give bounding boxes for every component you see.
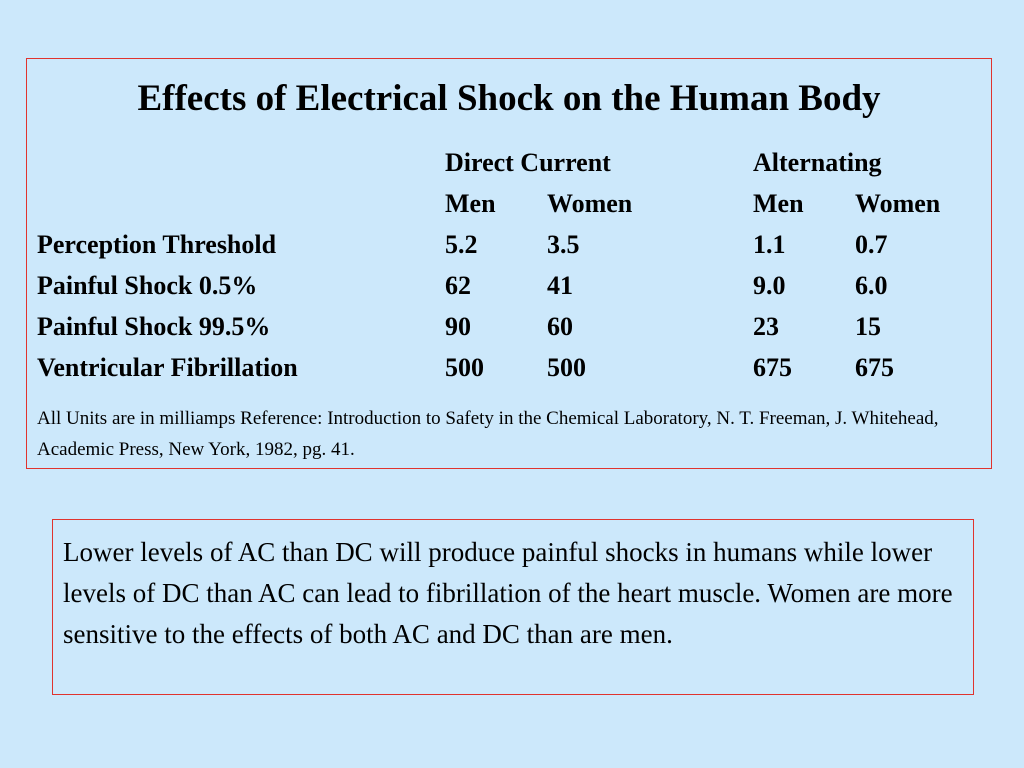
shock-effects-panel — [26, 58, 992, 469]
page-title: Effects of Electrical Shock on the Human Body — [137, 78, 881, 119]
summary-note-panel — [52, 519, 974, 695]
table-cell: 90 — [445, 312, 471, 341]
table-cell: 0.7 — [855, 230, 888, 259]
table-cell: 62 — [445, 271, 471, 300]
row-label-painful-shock-99-5: Painful Shock 99.5% — [37, 312, 271, 341]
footnote-reference: All Units are in milliamps Reference: Introduction to Safety in the Chemical Laboratory, N. T. Freeman, J. Whitehead, Academic Press, New York, 1982, pg. 41. — [37, 408, 939, 460]
header-alternating: Alternating — [753, 148, 882, 177]
table-cell: 500 — [547, 353, 586, 382]
table-cell: 675 — [855, 353, 894, 382]
summary-note-text: Lower levels of AC than DC will produce painful shocks in humans while lower levels of DC than AC can lead to fibrillation of the heart muscle. Women are more sensitive to the effects of both AC and DC than are men. — [63, 537, 953, 649]
row-label-ventricular-fibrillation: Ventricular Fibrillation — [37, 353, 298, 382]
subheader-ac-women: Women — [855, 189, 941, 218]
table-cell: 41 — [547, 271, 573, 300]
table-cell: 1.1 — [753, 230, 786, 259]
table-cell: 675 — [753, 353, 792, 382]
table-cell: 9.0 — [753, 271, 786, 300]
table-cell: 15 — [855, 312, 881, 341]
table-cell: 60 — [547, 312, 573, 341]
subheader-dc-men: Men — [445, 189, 496, 218]
subheader-dc-women: Women — [547, 189, 633, 218]
header-direct-current: Direct Current — [445, 148, 611, 177]
subheader-ac-men: Men — [753, 189, 804, 218]
table-cell: 500 — [445, 353, 484, 382]
table-cell: 5.2 — [445, 230, 478, 259]
table-cell: 6.0 — [855, 271, 888, 300]
table-cell: 3.5 — [547, 230, 580, 259]
table-cell: 23 — [753, 312, 779, 341]
row-label-painful-shock-0-5: Painful Shock 0.5% — [37, 271, 258, 300]
row-label-perception-threshold: Perception Threshold — [37, 230, 277, 259]
